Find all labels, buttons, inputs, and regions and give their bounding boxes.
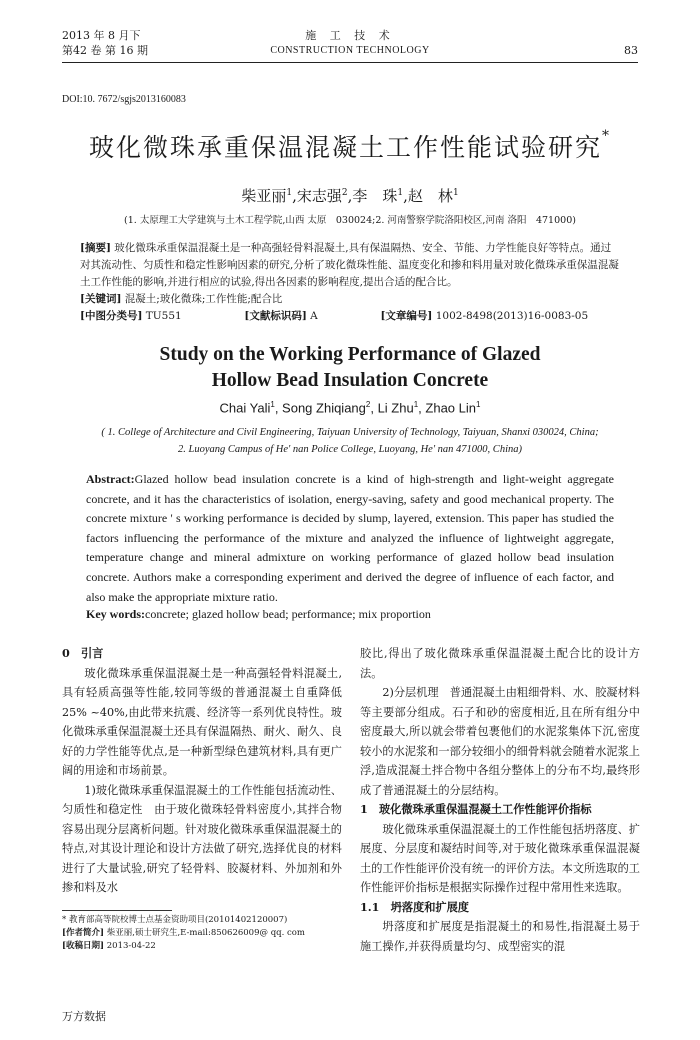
footnote-fund: * 教育部高等院校博士点基金资助项目(20101402120007) — [62, 915, 288, 925]
body-column-left — [62, 644, 342, 898]
paragraph: 胶比,得出了玻化微珠承重保温混凝土配合比的设计方法。 — [360, 647, 640, 680]
doc-code-label: [文献标识码] — [244, 310, 307, 322]
abstract-cn-body — [80, 240, 620, 291]
paragraph: 玻化微珠承重保温混凝土是一种高强轻骨料混凝土,具有轻质高强等性能,较同等级的普通混凝土自重降低 25% ~40%,由此带来抗震、经济等一系列优良特性。玻化微珠承重保温混凝土还具有保温隔热、耐火、耐久、良好的力学性能等优点,是一种新型绿色建筑材料,具有更广阔的用途和市场前景。 — [62, 666, 342, 777]
clc-label: [中图分类号] — [80, 310, 143, 322]
author-sup: 1 — [270, 400, 275, 409]
footnotes — [62, 914, 352, 953]
author-en: Song Zhiqiang — [282, 400, 366, 416]
affiliation-en-line: ( 1. College of Architecture and Civil Engineering, Taiyuan University of Technology, Taiyuan, Shanxi 030024, China; — [101, 427, 599, 438]
page-number: 83 — [624, 44, 638, 57]
author-cn: 李 珠 — [352, 187, 398, 205]
author-sup: 2 — [341, 188, 348, 198]
footnote-rule — [62, 910, 172, 911]
paragraph: 玻化微珠承重保温混凝土的工作性能包括坍落度、扩展度、分层度和凝结时间等,对于玻化微珠承重保温混凝土的工作性能评价没有统一的评价方法。本文所选取的工作性能评价指标是根据实际操作过程中常用性来选取。 — [360, 822, 640, 894]
running-header — [62, 28, 638, 84]
abstract-cn — [80, 240, 620, 325]
issue-volume: 第42 卷 第 16 期 — [62, 44, 148, 57]
abstract-en-text: Glazed hollow bead insulation concrete is a kind of high-strength and light-weight aggregate concrete, and it has the characteristics of isolation, energy-saving, safety and good mechanical property. The concrete mixture ' s working performance is decided by slump, layered, extension. This paper has studied the factors influencing the performance of the mixture and analyzed the influence of lightweight aggregate, temperature change and mineral admixture on working performance of glazed hollow bead insulation concrete. Authors make a corresponding experiment and derived the degree of influence of each factor, and also make the appropriate mixture ratio. — [86, 472, 614, 604]
keywords-cn-text: 混凝土;玻化微珠;工作性能;配合比 — [124, 293, 283, 305]
section-heading: 0 引言 — [62, 646, 104, 660]
author-en: Zhao Lin — [425, 400, 476, 416]
journal-name-cn: 施 工 技 术 — [305, 29, 395, 42]
issue-date: 2013 年 8 月下 — [62, 29, 141, 42]
footnote-author-text: 柴亚丽,硕士研究生,E-mail:850626009@ qq. com — [106, 928, 305, 938]
author-sup: 1 — [413, 400, 419, 409]
title-footnote-mark: * — [602, 128, 611, 144]
affiliation-en-line: 2. Luoyang Campus of He' nan Police College, Luoyang, He' nan 471000, China) — [178, 444, 522, 455]
article-no-value: 1002-8498(2013)16-0083-05 — [435, 310, 589, 322]
title-en — [0, 342, 700, 394]
footnote-author — [62, 927, 352, 940]
author-en: Li Zhu — [377, 400, 414, 416]
abstract-cn-label: [摘要] — [80, 242, 111, 254]
author-cn: 宋志强 — [296, 187, 342, 205]
keywords-cn — [80, 291, 620, 308]
paragraph: 2)分层机理 普通混凝土由粗细骨料、水、胶凝材料等主要部分组成。石子和砂的密度相近,且在所有组分中密度最大,所以就会带着包裹他们的水泥浆集体下沉,密度较小的水泥浆和一部分较细小的细骨料就会随着水泥浆上浮,造成混凝土拌合物中各组分整体上的分布不均,最终形成了普通混凝土的分层结构。 — [360, 686, 640, 797]
clc-value: TU551 — [145, 310, 182, 322]
article-no-label: [文章编号] — [380, 310, 433, 322]
body-column-right — [360, 644, 640, 956]
author-sup: 2 — [365, 400, 371, 409]
footnote-received-text: 2013-04-22 — [106, 941, 156, 951]
classification-line — [80, 308, 620, 325]
footer-watermark: 万方数据 — [62, 1010, 106, 1023]
abstract-en — [86, 470, 614, 607]
paragraph: 1)玻化微珠承重保温混凝土的工作性能包括流动性、匀质性和稳定性 由于玻化微珠轻骨料密度小,其拌合物容易出现分层离析问题。针对玻化微珠承重保温混凝土的特点,对其设计理论和设计方法做了研究,选择优良的材料进行了大量试验,研究了轻骨料、胶凝材料、外加剂和外掺和料及水 — [62, 783, 342, 894]
footnote-received-label: [收稿日期] — [62, 941, 105, 951]
footnote-received — [62, 940, 352, 953]
subsection-heading: 1.1 坍落度和扩展度 — [360, 899, 469, 914]
authors-cn: 柴亚丽$^1$,宋志强$^2$,李 珠$^1$,赵 林$^1$ — [241, 187, 459, 205]
abstract-cn-text: 玻化微珠承重保温混凝土是一种高强轻骨料混凝土,具有保温隔热、安全、节能、力学性能良好等特点。通过对其流动性、匀质性和稳定性影响因素的研究,分析了玻化微珠性能、温度变化和掺和料用量对玻化微珠承重保温混凝土工作性能的影响,并进行相应的试验,得出各因素的影响程度,提出合适的配合比。 — [80, 242, 619, 288]
keywords-en-label: Key words: — [86, 607, 145, 621]
author-en: Chai Yali — [219, 400, 271, 416]
keywords-en — [86, 607, 614, 622]
title-cn-text: 玻化微珠承重保温混凝土工作性能试验研究 — [88, 133, 602, 162]
title-en-line: Study on the Working Performance of Glazed — [159, 344, 541, 365]
keywords-en-text: concrete; glazed hollow bead; performance; mix proportion — [145, 607, 431, 621]
title-cn — [0, 128, 700, 164]
authors-en: Chai Yali$^1$, Song Zhiqiang$^2$, Li Zhu$^1$, Zhao Lin$^1$ — [219, 400, 481, 416]
author-sup: 1 — [397, 188, 404, 198]
section-heading: 1 玻化微珠承重保温混凝土工作性能评价指标 — [360, 802, 592, 816]
affiliation-cn: (1. 太原理工大学建筑与土木工程学院,山西 太原 030024;2. 河南警察学院洛阳校区,河南 洛阳 471000) — [124, 215, 576, 226]
paragraph: 坍落度和扩展度是指混凝土的和易性,指混凝土易于施工操作,并获得质量均匀、成型密实的混 — [360, 920, 640, 953]
author-sup: 1 — [452, 188, 459, 198]
author-cn: 柴亚丽 — [241, 187, 287, 205]
header-rule — [62, 62, 638, 63]
affiliation-en — [86, 424, 614, 458]
journal-name-en: CONSTRUCTION TECHNOLOGY — [270, 45, 430, 56]
journal-name — [62, 28, 638, 58]
title-en-line: Hollow Bead Insulation Concrete — [211, 370, 489, 391]
keywords-cn-label: [关键词] — [80, 293, 122, 305]
author-cn: 赵 林 — [407, 187, 453, 205]
abstract-en-label: Abstract: — [86, 472, 135, 486]
doc-code-value: A — [310, 310, 318, 322]
author-sup: 1 — [476, 400, 481, 409]
author-sup: 1 — [286, 188, 293, 198]
doi: DOI:10. 7672/sgjs2013160083 — [62, 94, 186, 105]
footnote-author-label: [作者简介] — [62, 928, 105, 938]
